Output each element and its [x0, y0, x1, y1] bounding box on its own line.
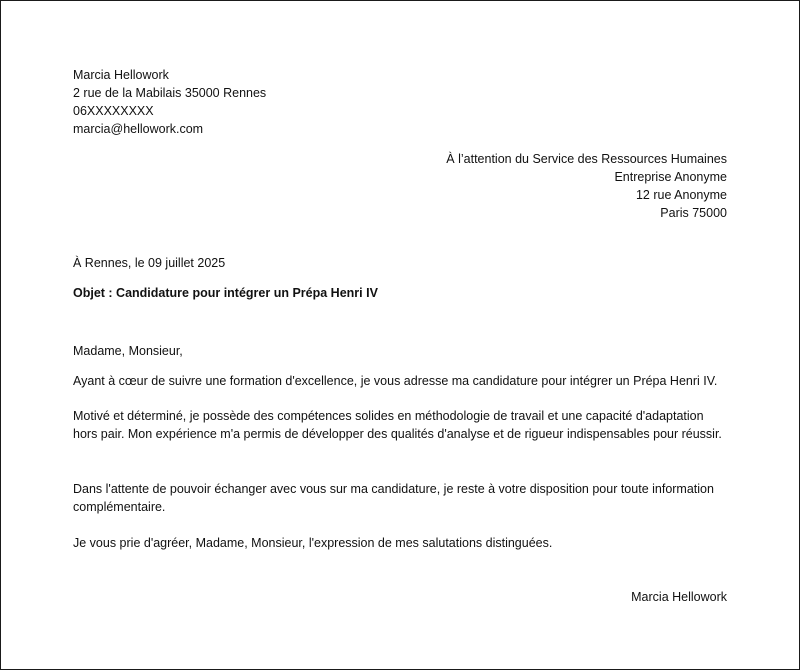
- letter-date: À Rennes, le 09 juillet 2025: [73, 256, 226, 270]
- body-paragraph: Ayant à cœur de suivre une formation d'excellence, je vous adresse ma candidature pour intégrer un Prépa Henri IV.: [73, 374, 718, 388]
- letter-subject: Objet : Candidature pour intégrer un Prépa Henri IV: [73, 286, 378, 300]
- recipient-city: Paris 75000: [660, 206, 727, 220]
- recipient-street: 12 rue Anonyme: [635, 188, 727, 202]
- sender-phone: 06XXXXXXXX: [73, 104, 154, 118]
- recipient-company: Entreprise Anonyme: [614, 170, 727, 184]
- sender-email: marcia@hellowork.com: [73, 122, 204, 136]
- closing-paragraph: Je vous prie d'agréer, Madame, Monsieur, l'expression de mes salutations distinguées.: [73, 536, 553, 550]
- sender-address: 2 rue de la Mabilais 35000 Rennes: [73, 86, 267, 100]
- body-paragraph: Motivé et déterminé, je possède des compétences solides en méthodologie de travail et une capacité d'adaptation hors pair. Mon expérience m'a permis de développer des qualités d'analyse et de rigueur indispensables pour réussir.: [73, 409, 722, 441]
- sender-name: Marcia Hellowork: [73, 68, 169, 82]
- letter-salutation: Madame, Monsieur,: [73, 344, 183, 358]
- recipient-block: [73, 150, 727, 222]
- body-paragraph: Dans l'attente de pouvoir échanger avec vous sur ma candidature, je reste à votre disposition pour toute information complémentaire.: [73, 482, 714, 514]
- letter-signature: Marcia Hellowork: [631, 590, 727, 604]
- sender-block: [73, 66, 727, 138]
- recipient-attention: À l’attention du Service des Ressources Humaines: [446, 152, 727, 166]
